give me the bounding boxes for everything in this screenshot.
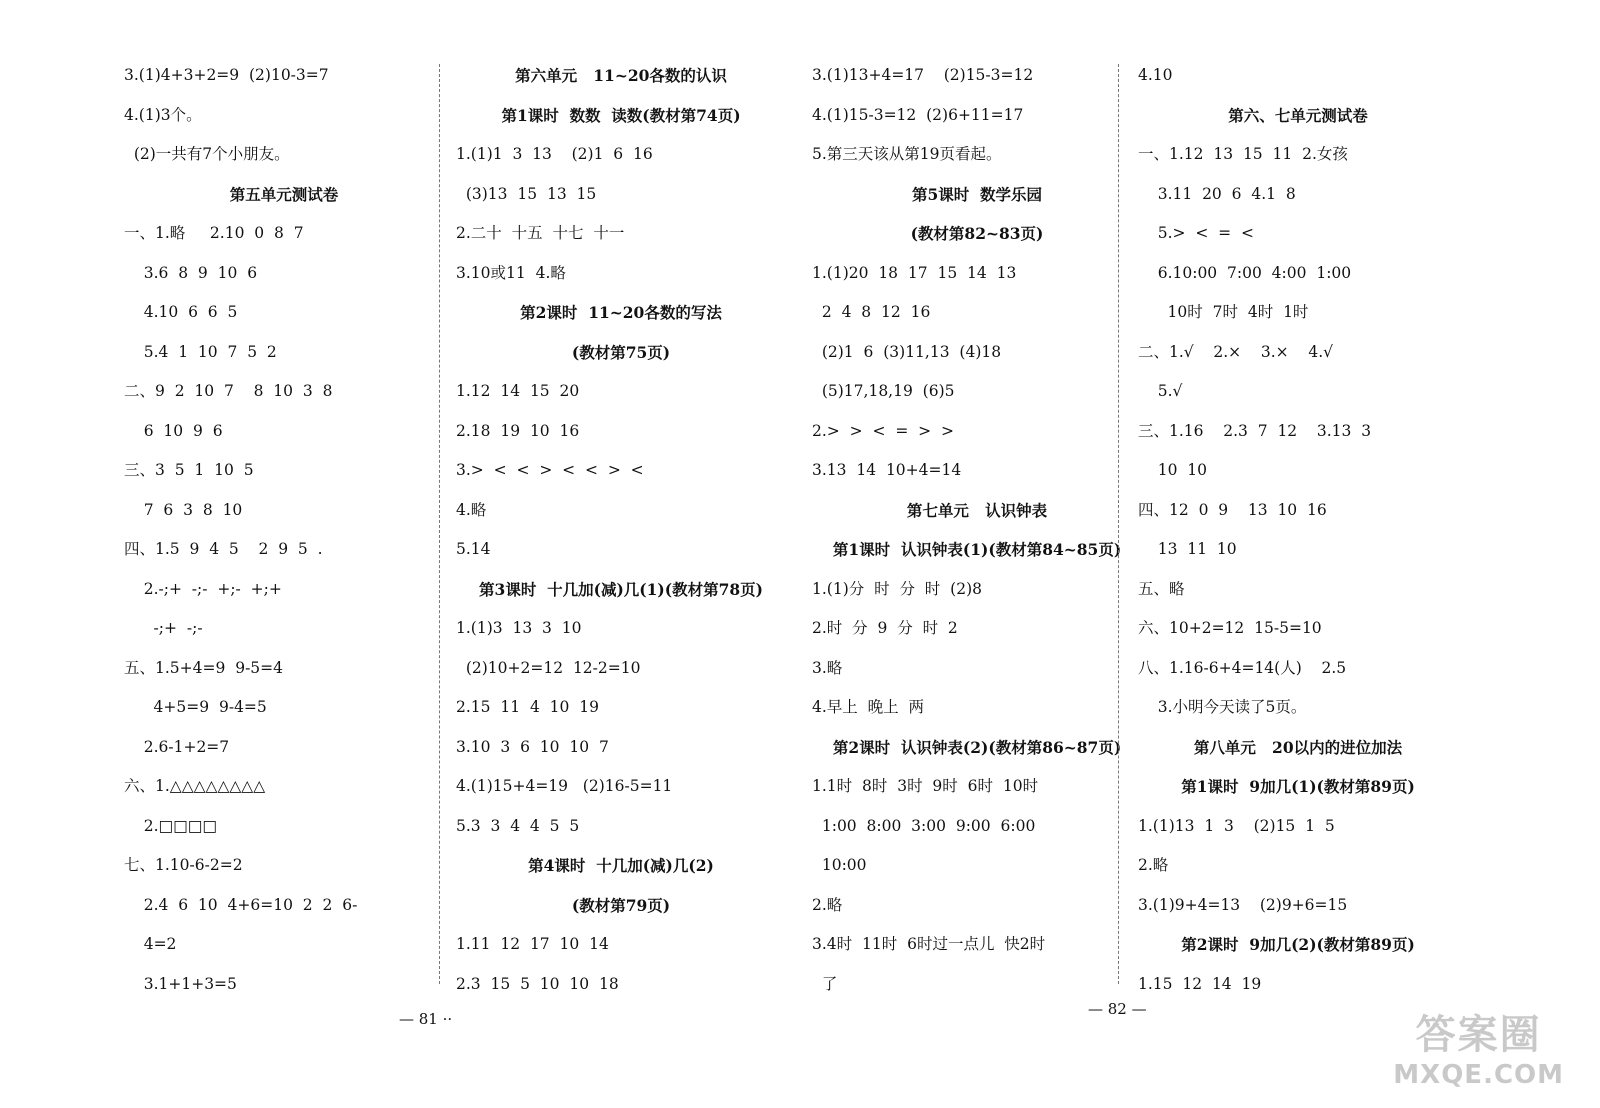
answer-line: 1.(1)3 13 3 10 [456,619,582,637]
section-heading: 第七单元 认识钟表 [906,500,1048,520]
column-1 [124,56,444,1004]
answer-line: 二、9 2 10 7 8 10 3 8 [124,382,333,400]
answer-line: 七、1.10-6-2=2 [124,856,243,874]
answer-line: 5.4 1 10 7 5 2 [124,342,277,361]
answer-line: 一、1.12 13 15 11 2.女孩 [1138,145,1348,163]
answer-line: 10 10 [1138,461,1208,479]
answer-line: 1.(1)分 时 分 时 (2)8 [812,579,982,598]
answer-line: 1:00 8:00 3:00 9:00 6:00 [812,816,1036,835]
answer-line: 3.(1)13+4=17 (2)15-3=12 [812,66,1034,84]
section-heading: 第六、七单元测试卷 [1228,105,1368,125]
answer-line: 5.> < = < [1138,224,1255,242]
answer-line: 2.3 15 5 10 10 18 [456,974,619,993]
answer-line: 2.4 6 10 4+6=10 2 2 6- [124,895,358,914]
answer-line: 5.14 [456,540,491,558]
page-number-left: — 81 ·· [399,1010,453,1028]
answer-line: 1.15 12 14 19 [1138,974,1262,993]
section-heading: (教材第79页) [571,895,671,915]
answer-line: 2.略 [812,895,843,914]
answer-line: 2.□□□□ [124,816,218,835]
section-heading: 第1课时 9加几(1)(教材第89页) [1181,777,1415,796]
answer-line: 5.第三天该从第19页看起。 [812,145,1002,163]
answer-line: 2.时 分 9 分 时 2 [812,619,958,637]
column-4 [1138,56,1458,1004]
section-heading: 第2课时 9加几(2)(教材第89页) [1181,935,1415,954]
answer-line: 6.10:00 7:00 4:00 1:00 [1138,263,1352,282]
answer-line: (2)1 6 (3)11,13 (4)18 [812,342,1002,361]
answer-line: 10:00 [812,856,867,874]
answer-line: 3.4时 11时 6时过一点儿 快2时 [812,935,1046,953]
answer-line: 六、1.△△△△△△△△ [124,777,266,795]
answer-line: 13 11 10 [1138,540,1237,558]
answer-line: 四、12 0 9 13 10 16 [1138,500,1327,519]
answer-line: 六、10+2=12 15-5=10 [1138,619,1322,637]
answer-line: -;+ -;- [124,619,203,637]
watermark-logo [1393,1003,1564,1090]
answer-line: 一、1.略 2.10 0 8 7 [124,224,304,242]
answer-line: 3.> < < > < < > < [456,461,644,479]
answer-line: 1.12 14 15 20 [456,382,580,400]
answer-line: 3.10或11 4.略 [456,263,566,282]
section-heading: 第五单元测试卷 [229,184,339,204]
answer-line: 五、略 [1138,579,1185,598]
answer-line: 2.-;+ -;- +;- +;+ [124,579,282,598]
answer-line: 3.1+1+3=5 [124,974,237,993]
page-number-right: — 82 — [1088,1000,1147,1018]
answer-line: 3.11 20 6 4.1 8 [1138,184,1296,203]
answer-line: 4.早上 晚上 两 [812,698,924,716]
section-heading: 第1课时 数数 读数(教材第74页) [501,105,741,125]
answer-line: 2.15 11 4 10 19 [456,698,599,716]
answer-line: 三、1.16 2.3 7 12 3.13 3 [1138,421,1372,440]
answer-line: 4=2 [124,935,177,953]
watermark-url: MXQE.COM [1393,1060,1564,1090]
answer-line: 3.(1)9+4=13 (2)9+6=15 [1138,895,1348,914]
section-heading: 第5课时 数学乐园 [911,184,1043,204]
answer-line: 2.略 [1138,856,1169,874]
section-heading: (教材第82~83页) [910,224,1044,243]
watermark-text: 答案圈 [1415,1012,1542,1058]
answer-line: 2 4 8 12 16 [812,303,931,321]
answer-line: 4.(1)15-3=12 (2)6+11=17 [812,105,1024,124]
answer-line: 2.二十 十五 十七 十一 [456,224,625,242]
answer-line: 2.6-1+2=7 [124,737,230,756]
answer-line: 3.6 8 9 10 6 [124,263,258,282]
answer-line: 4.(1)3个。 [124,105,202,124]
section-heading: 第2课时 11~20各数的写法 [520,303,722,322]
section-heading: 第八单元 20以内的进位加法 [1193,737,1403,757]
answer-line: 4.10 6 6 5 [124,303,238,321]
answer-line: 1.(1)20 18 17 15 14 13 [812,263,1017,282]
answer-line: 1.(1)13 1 3 (2)15 1 5 [1138,816,1335,835]
answer-line: (3)13 15 13 15 [456,184,597,203]
answer-line: 3.10 3 6 10 10 7 [456,737,609,756]
answer-line: 八、1.16-6+4=14(人) 2.5 [1138,658,1347,677]
column-divider-right [1118,64,1119,984]
answer-line: (2)一共有7个小朋友。 [124,145,290,163]
answer-line: 2.> > < = > > [812,421,954,440]
answer-line: 10时 7时 4时 1时 [1138,303,1309,321]
section-heading: 第2课时 认识钟表(2)(教材第86~87页) [832,737,1122,757]
answer-line: 5.√ [1138,382,1183,400]
answer-line: 1.11 12 17 10 14 [456,935,609,953]
answer-line: 二、1.√ 2.× 3.× 4.√ [1138,342,1334,361]
answer-line: 五、1.5+4=9 9-5=4 [124,658,284,677]
section-heading: 第3课时 十几加(减)几(1)(教材第78页) [479,579,763,599]
answer-line: (2)10+2=12 12-2=10 [456,658,641,677]
answer-line: 2.18 19 10 16 [456,421,580,440]
answer-line: 4.略 [456,500,487,519]
answer-line: 了 [812,974,838,993]
answer-line: 7 6 3 8 10 [124,500,243,519]
answer-line: 6 10 9 6 [124,421,223,440]
column-divider-left [439,64,440,984]
column-2 [456,56,786,1004]
answer-line: (5)17,18,19 (6)5 [812,382,955,400]
section-heading: (教材第75页) [571,342,671,362]
answer-line: 1.1时 8时 3时 9时 6时 10时 [812,777,1039,795]
answer-line: 3.小明今天读了5页。 [1138,698,1307,716]
section-heading: 第六单元 11~20各数的认识 [515,66,727,85]
column-3 [812,56,1142,1004]
answer-line: 5.3 3 4 4 5 5 [456,816,580,835]
answer-line: 4.10 [1138,66,1173,84]
section-heading: 第4课时 十几加(减)几(2) [528,856,714,875]
answer-line: 三、3 5 1 10 5 [124,461,254,479]
answer-line: 3.13 14 10+4=14 [812,461,962,479]
section-heading: 第1课时 认识钟表(1)(教材第84~85页) [832,540,1122,559]
answer-line: 3.(1)4+3+2=9 (2)10-3=7 [124,66,329,84]
answer-line: 4.(1)15+4=19 (2)16-5=11 [456,777,673,795]
answer-line: 1.(1)1 3 13 (2)1 6 16 [456,145,653,163]
answer-line: 3.略 [812,658,843,677]
answer-line: 四、1.5 9 4 5 2 9 5 . [124,540,323,558]
answer-line: 4+5=9 9-4=5 [124,698,267,716]
